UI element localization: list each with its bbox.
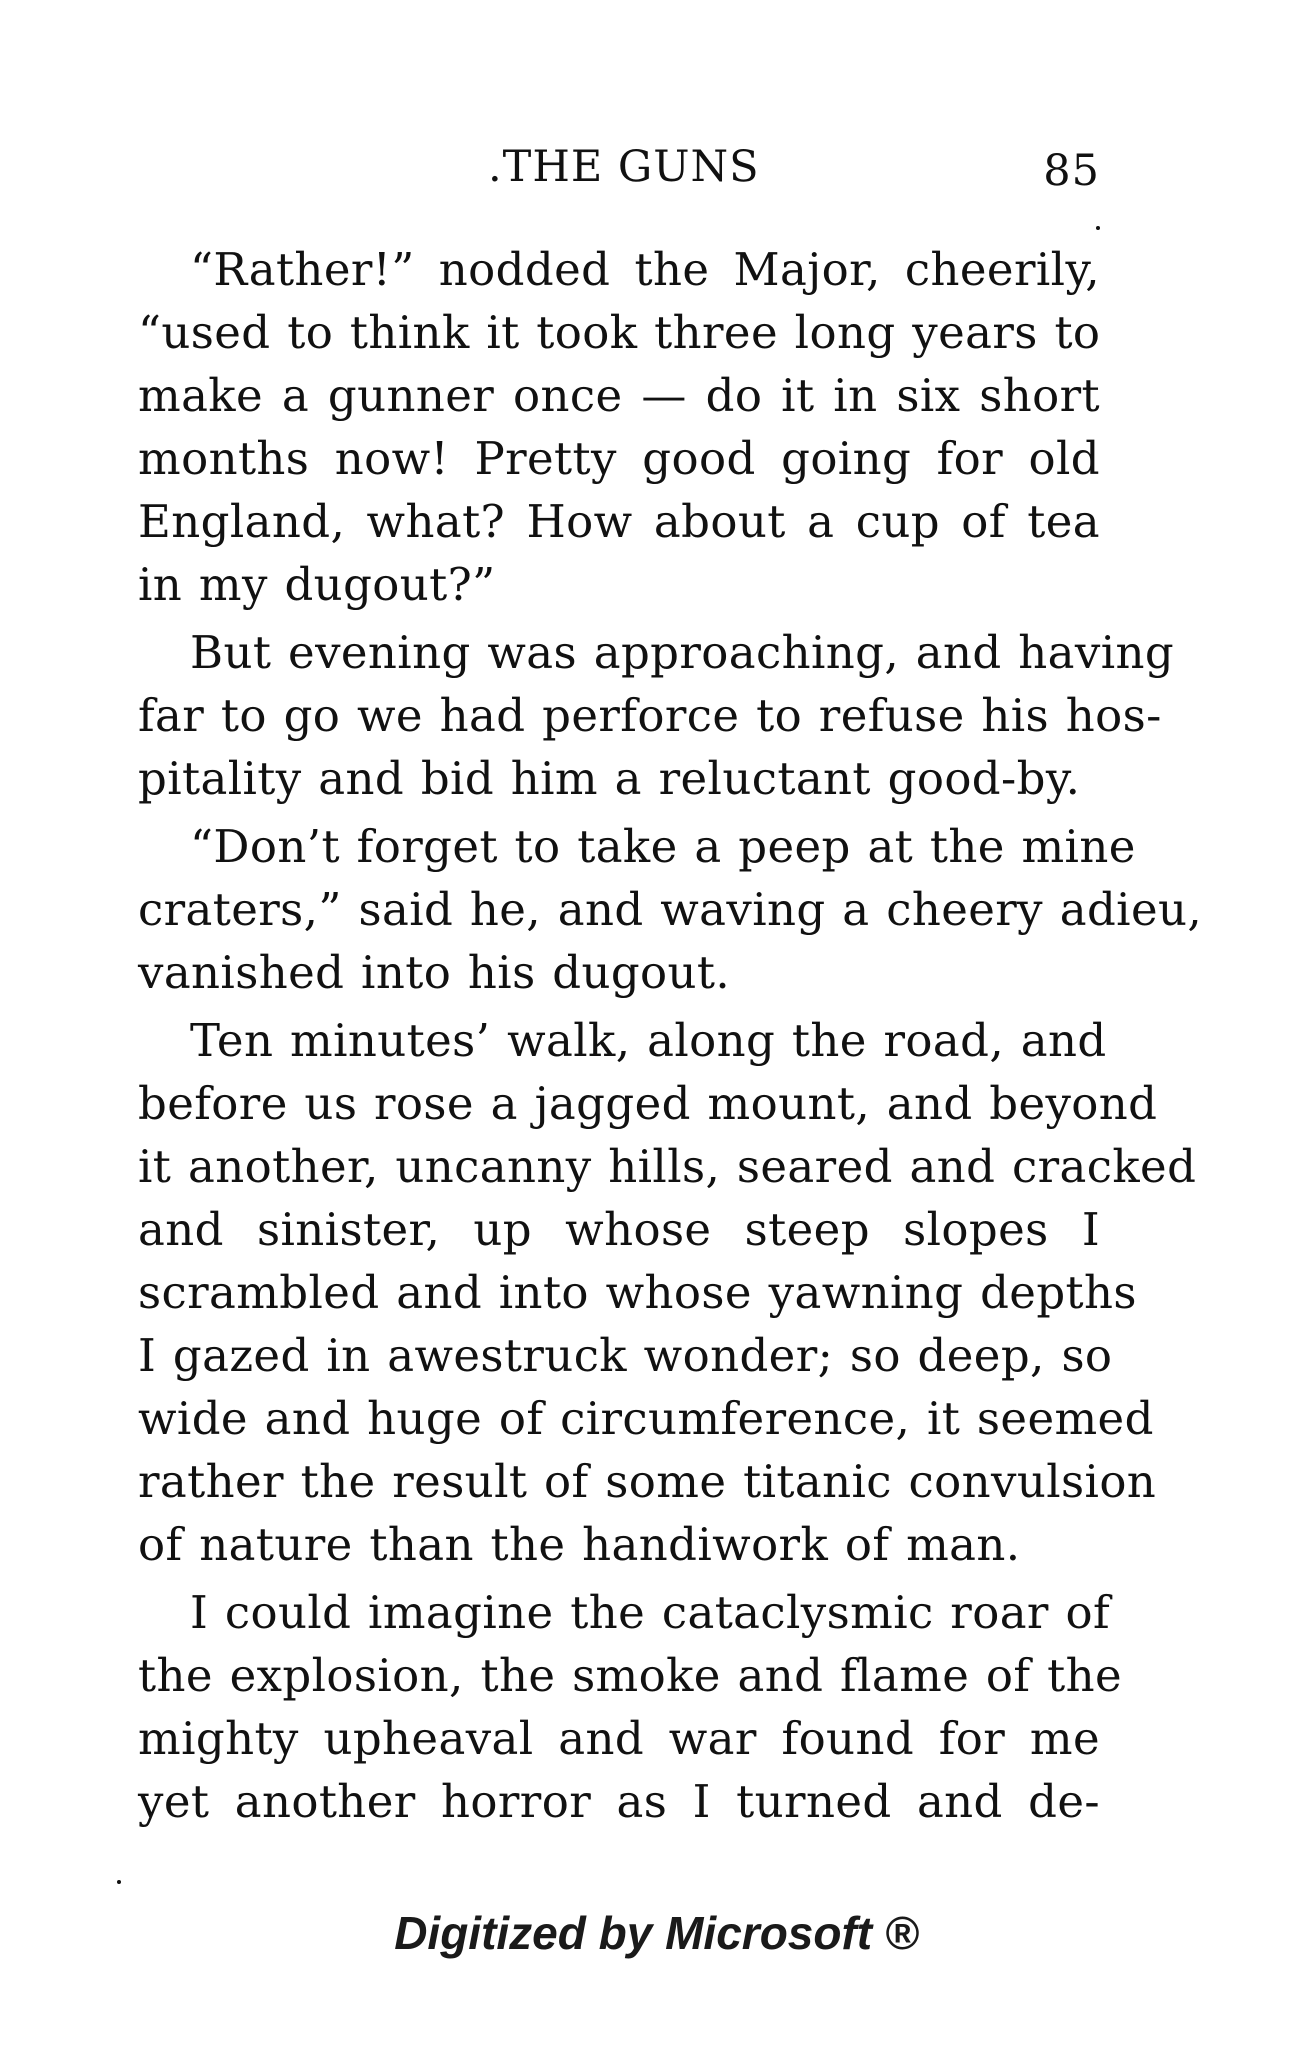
text-line: make a gunner once — do it in six short: [138, 369, 1100, 422]
text-line: England, what? How about a cup of tea: [138, 495, 1100, 548]
text-line: But evening was approaching, and having: [190, 626, 1175, 679]
page-number: 85: [1043, 146, 1100, 196]
text-line: and sinister, up whose steep slopes I: [138, 1203, 1100, 1256]
paragraph: [138, 815, 1203, 1004]
text-line: scrambled and into whose yawning depths: [138, 1266, 1137, 1319]
paragraph: [138, 621, 1175, 810]
text-line: I gazed in awestruck wonder; so deep, so: [138, 1329, 1113, 1382]
text-line: “Don’t forget to take a peep at the mine: [190, 820, 1136, 873]
text-line: “Rather!” nodded the Major, cheerily,: [190, 243, 1100, 296]
text-line: in my dugout?”: [138, 558, 496, 611]
text-line: yet another horror as I turned and de-: [138, 1775, 1100, 1828]
text-line: rather the result of some titanic convulsion: [138, 1455, 1157, 1508]
text-line: mighty upheaval and war found for me: [138, 1712, 1100, 1765]
text-line: “used to think it took three long years to: [138, 306, 1101, 359]
paragraph: [138, 238, 1100, 616]
running-title: .THE GUNS: [488, 142, 760, 192]
text-line: it another, uncanny hills, seared and cracked: [138, 1140, 1197, 1193]
body-text: [138, 238, 1203, 1838]
text-line: I could imagine the cataclysmic roar of: [190, 1586, 1111, 1639]
paragraph: [138, 1581, 1123, 1833]
print-speck: [1096, 226, 1100, 230]
text-line: vanished into his dugout.: [138, 946, 731, 999]
paragraph: [138, 1009, 1197, 1576]
running-head: [138, 142, 1100, 202]
text-line: far to go we had perforce to refuse his hos-: [138, 689, 1162, 742]
text-line: months now! Pretty good going for old: [138, 432, 1100, 485]
text-line: before us rose a jagged mount, and beyond: [138, 1077, 1158, 1130]
digitization-credit: Digitized by Microsoft ®: [394, 1907, 919, 1959]
text-line: the explosion, the smoke and flame of the: [138, 1649, 1123, 1702]
text-line: wide and huge of circumference, it seemed: [138, 1392, 1154, 1445]
print-speck: [117, 1880, 121, 1884]
text-line: pitality and bid him a reluctant good-by.: [138, 752, 1081, 805]
text-line: of nature than the handiwork of man.: [138, 1518, 1021, 1571]
text-line: craters,” said he, and waving a cheery adieu,: [138, 883, 1203, 936]
text-line: Ten minutes’ walk, along the road, and: [190, 1014, 1107, 1067]
